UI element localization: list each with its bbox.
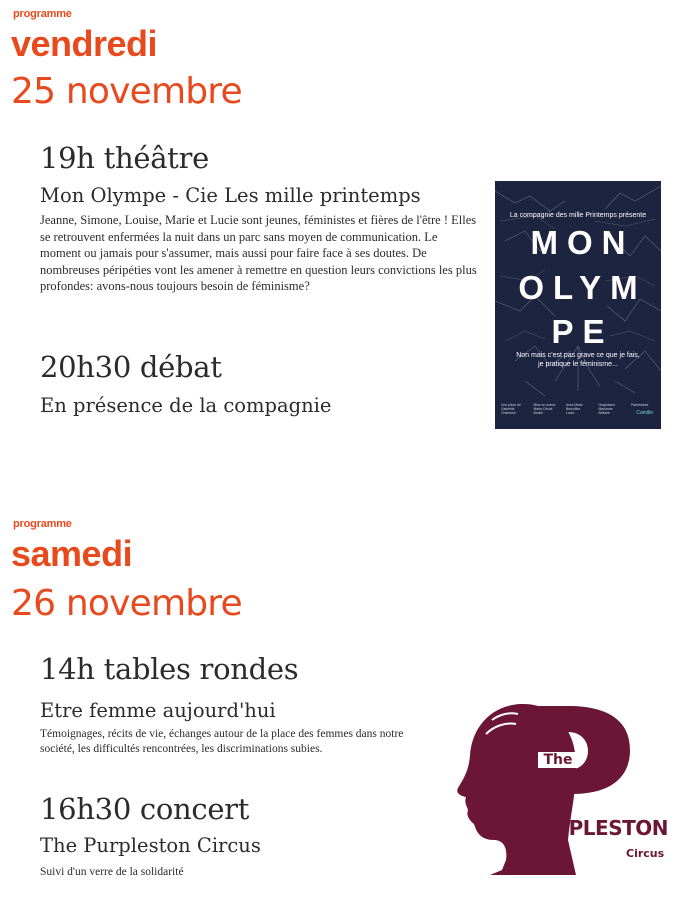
poster-header: La compagnie des mille Printemps présente (509, 212, 647, 219)
purpleston-circus-logo (450, 700, 672, 875)
poster-title-row: PE (551, 313, 614, 350)
event-description: Jeanne, Simone, Louise, Marie et Lucie sont jeunes, féministes et fières de l'être ! Elles se retrouvent enfermées la nuit dans un parc sans moyen de communication. Le moment ou jamais pour s'assumer, mais aussi pour faire face à ses doutes. De nombreuses péripéties vont les amener à remettre en question leurs convictions les plus profondes: avons-nous toujours besoin de féminisme? (40, 213, 477, 293)
event-time-title: 16h30 concert (40, 792, 250, 826)
poster-title-row: MON (530, 224, 635, 261)
programme-label: programme (13, 518, 72, 530)
poster-credit: Partenaires (631, 403, 649, 407)
poster-partner-logo: Camille (636, 410, 653, 416)
poster-credit: Avec Marie Bercollier, Lucie... (566, 403, 583, 415)
event-time-title: 14h tables rondes (40, 652, 299, 686)
band-logo-name: URPLESTON (538, 816, 668, 840)
event-subtitle: Etre femme aujourd'hui (40, 699, 276, 722)
mon-olympe-poster (495, 181, 661, 429)
poster-tagline: Non mais c'est pas grave ce que je fais, (516, 352, 640, 359)
poster-credit: Une pièce de Gabrielle Chalmont (501, 403, 521, 415)
day-heading: vendredi (11, 23, 158, 64)
event-description: Suivi d'un verre de la solidarité (40, 866, 184, 878)
poster-title-row: OLYM (518, 269, 647, 306)
event-subtitle: En présence de la compagnie (40, 394, 332, 417)
event-time-title: 19h théâtre (40, 141, 209, 175)
date-heading: 25 novembre (11, 71, 242, 112)
poster-credit: Graphisme Marianne Bellaire (598, 403, 616, 415)
band-logo-circus: Circus (626, 847, 665, 860)
day-heading: samedi (11, 533, 133, 574)
event-description: Témoignages, récits de vie, échanges autour de la place des femmes dans notre société, les difficultés rencontrées, les discriminations subies. (40, 728, 404, 755)
event-subtitle: Mon Olympe - Cie Les mille printemps (40, 184, 421, 207)
event-time-title: 20h30 débat (40, 350, 222, 384)
programme-label: programme (13, 8, 72, 20)
date-heading: 26 novembre (11, 583, 242, 624)
poster-credit: Mise en scène Marie-Cécile Bouilli (533, 403, 556, 415)
band-logo-the: The (538, 752, 578, 768)
poster-credits (501, 403, 655, 415)
poster-tagline: je pratique le féminisme... (538, 361, 618, 368)
event-subtitle: The Purpleston Circus (40, 834, 261, 857)
